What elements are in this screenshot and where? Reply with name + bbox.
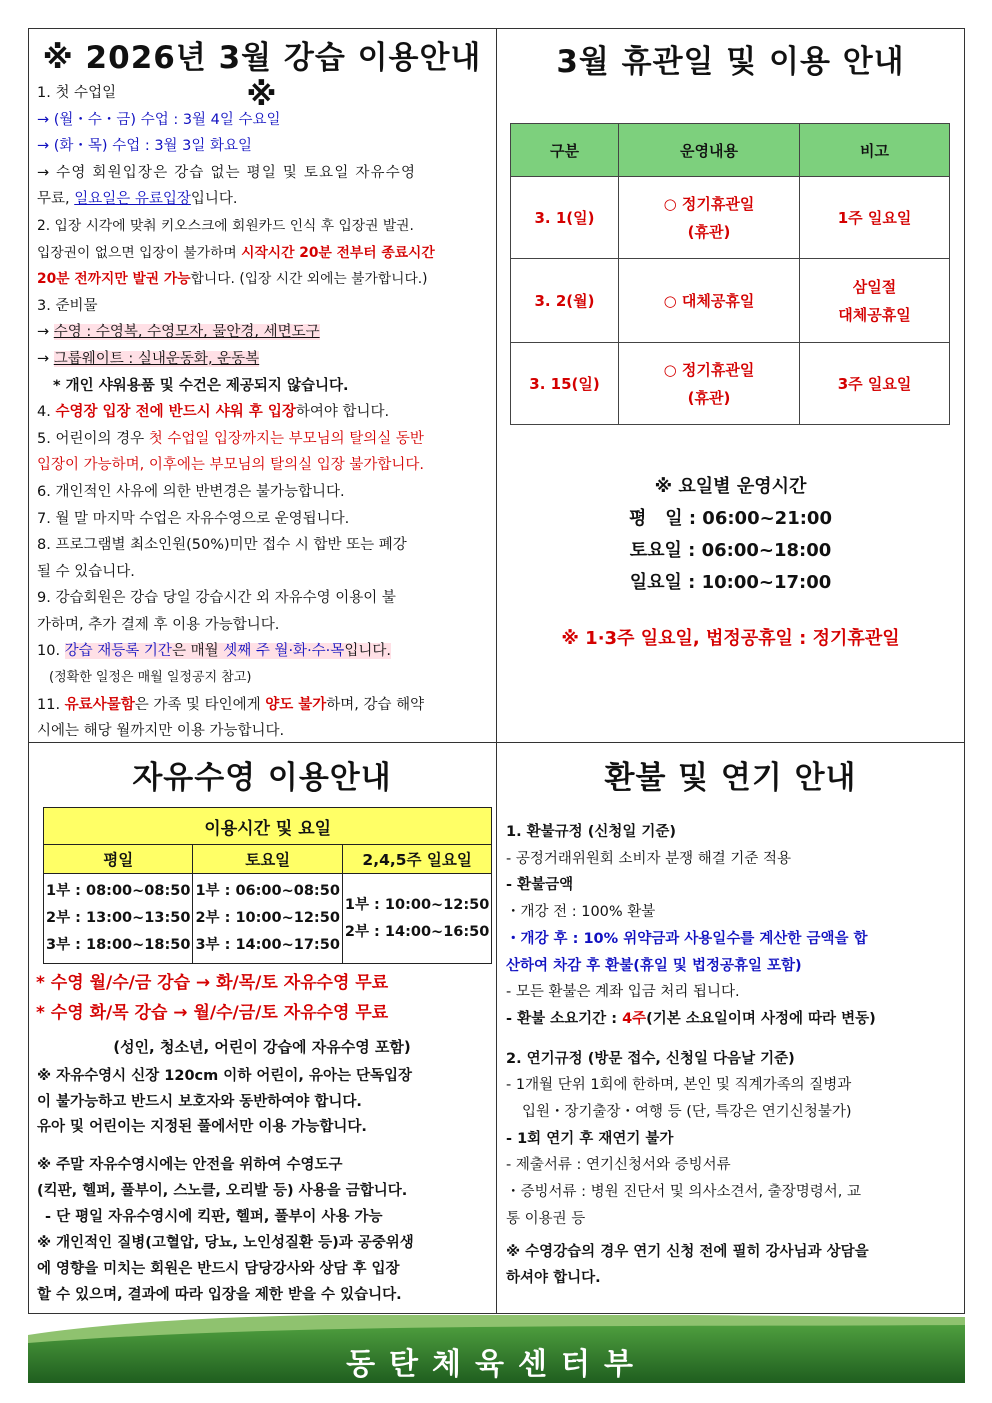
line: (정확한 일정은 매월 일정공지 참고) (49, 670, 252, 686)
line: 4. 수영장 입장 전에 반드시 샤워 후 입장하여야 합니다. (37, 404, 390, 421)
sunday-hours: 일요일 : 10:00~17:00 (629, 572, 832, 593)
row-content: ○ 정기휴관일 (휴관) (619, 343, 800, 425)
line: → 그룹웨이트 : 실내운동화, 운동복 (37, 350, 260, 367)
free-swim-benefits (36, 968, 491, 1028)
note-line: 에 영향을 미치는 회원은 반드시 담당강사와 상담 후 입장 (37, 1261, 400, 1277)
benefit-line: * 수영 월/수/금 강습 → 화/목/토 자유수영 무료 (36, 973, 389, 993)
line: 가하며, 추가 결제 후 이용 가능합니다. (37, 616, 280, 633)
free-swim-table-title: 이용시간 및 요일 (44, 808, 492, 845)
line: 산하여 차감 후 환불(휴일 및 법정공휴일 포함) (506, 957, 802, 974)
line: 9. 강습회원은 강습 당일 강습시간 외 자유수영 이용이 불 (37, 590, 396, 607)
line: 입원・장기출장・여행 등 (단, 특강은 연기신청불가) (522, 1104, 852, 1121)
free-swim-included: (성인, 청소년, 어린이 강습에 자유수영 포함) (113, 1038, 411, 1056)
saturday-sessions: 1부 : 06:00~08:50 2부 : 10:00~12:50 3부 : 14:00~17:50 (193, 874, 342, 964)
line: 3. 준비물 (37, 297, 98, 314)
free-swim-table (43, 807, 492, 964)
note-line: 할 수 있으며, 결과에 따라 입장을 제한 받을 수 있습니다. (37, 1287, 402, 1303)
line: - 환불금액 (506, 877, 574, 894)
line: ※ 수영강습의 경우 연기 신청 전에 필히 강사님과 상담을 (506, 1243, 869, 1260)
lesson-guide-body (37, 80, 492, 745)
line: → 수영 : 수영복, 수영모자, 물안경, 세면도구 (37, 324, 320, 341)
line: → (화・목) 수업 : 3월 3일 화요일 (37, 138, 253, 155)
col-weekday: 평일 (44, 845, 193, 874)
header-content: 운영내용 (619, 124, 800, 177)
row-content: ○ 정기휴관일 (휴관) (619, 177, 800, 259)
line: - 공정거래위원회 소비자 분쟁 해결 기준 적용 (506, 850, 792, 867)
line: 6. 개인적인 사유에 의한 반변경은 불가능합니다. (37, 483, 345, 500)
line: → (월・수・금) 수업 : 3월 4일 수요일 (37, 111, 281, 128)
refund-body (506, 819, 958, 1292)
row-content: ○ 대체공휴일 (619, 259, 800, 343)
header-note: 비고 (800, 124, 950, 177)
footer-center-name: 동탄체육센터부 (346, 1347, 647, 1382)
note-line: ※ 개인적인 질병(고혈압, 당뇨, 노인성질환 등)과 공중위생 (37, 1235, 414, 1251)
sunday-sessions: 1부 : 10:00~12:50 2부 : 14:00~16:50 (342, 874, 491, 964)
line: 입장권이 없으면 입장이 불가하며 시작시간 20분 전부터 종료시간 (37, 244, 435, 261)
line: 될 수 있습니다. (37, 563, 135, 580)
hours-title: ※ 요일별 운영시간 (654, 476, 807, 497)
saturday-hours: 토요일 : 06:00~18:00 (629, 540, 832, 561)
line: 무료, 일요일은 유료입장입니다. (37, 191, 238, 208)
line: ・개강 전 : 100% 환불 (506, 904, 656, 921)
note-line: ※ 주말 자유수영시에는 안전을 위하여 수영도구 (37, 1157, 343, 1173)
line: 11. 유료사물함은 가족 및 타인에게 양도 불가하며, 강습 해약 (37, 696, 425, 713)
line: 5. 어린이의 경우 첫 수업일 입장까지는 부모님의 탈의실 동반 (37, 430, 424, 447)
row-note: 1주 일요일 (800, 177, 950, 259)
line: - 모든 환불은 계좌 입금 처리 됩니다. (506, 984, 740, 1001)
line: → 수영 회원입장은 강습 없는 평일 및 토요일 자유수영 (37, 164, 417, 181)
free-swim-notes-1 (37, 1064, 492, 1141)
note-line: - 단 평일 자유수영시에 킥판, 헬퍼, 풀부이 사용 가능 (45, 1209, 383, 1225)
line: ・개강 후 : 10% 위약금과 사용일수를 계산한 금액을 합 (506, 930, 868, 947)
line: 1. 환불규정 (신청일 기준) (506, 824, 677, 840)
col-sunday: 2,4,5주 일요일 (342, 845, 491, 874)
table-row (511, 259, 950, 343)
weekday-sessions: 1부 : 08:00~08:50 2부 : 13:00~13:50 3부 : 18:00~18:50 (44, 874, 193, 964)
table-row (511, 343, 950, 425)
line: 입장이 가능하며, 이후에는 부모님의 탈의실 입장 불가합니다. (37, 457, 425, 474)
weekday-hours: 평 일 : 06:00~21:00 (629, 508, 832, 529)
line: 8. 프로그램별 최소인원(50%)미만 접수 시 합반 또는 폐강 (37, 537, 407, 554)
row-note: 3주 일요일 (800, 343, 950, 425)
note-line: 이 불가능하고 반드시 보호자와 동반하여야 합니다. (37, 1093, 362, 1110)
line: - 환불 소요기간 : 4주(기본 소요일이며 사정에 따라 변동) (506, 1010, 876, 1027)
closure-note: ※ 1·3주 일요일, 법정공휴일 : 정기휴관일 (561, 628, 900, 649)
line: 20분 전까지만 발권 가능합니다. (입장 시간 외에는 불가합니다.) (37, 271, 428, 288)
refund-title: 환불 및 연기 안내 (604, 760, 857, 796)
line: 10. 강습 재등록 기간은 매월 셋째 주 월·화·수·목입니다. (37, 643, 391, 660)
free-swim-title: 자유수영 이용안내 (132, 760, 392, 796)
closure-table (510, 123, 950, 425)
lesson-guide-title: ※ 2026년 3월 강습 이용안내 ※ (42, 40, 482, 113)
row-note: 삼일절 대체공휴일 (800, 259, 950, 343)
line: 7. 월 말 마지막 수업은 자유수영으로 운영됩니다. (37, 510, 350, 527)
closure-title: 3월 휴관일 및 이용 안내 (556, 44, 905, 80)
note-line: 유아 및 어린이는 지정된 풀에서만 이용 가능합니다. (37, 1119, 367, 1135)
row-date: 3. 15(일) (511, 343, 619, 425)
line: 시에는 해당 월까지만 이용 가능합니다. (37, 723, 285, 740)
benefit-line: * 수영 화/목 강습 → 월/수/금/토 자유수영 무료 (36, 1003, 389, 1023)
line: 하셔야 합니다. (506, 1270, 601, 1287)
note-line: (킥판, 헬퍼, 풀부이, 스노클, 오리발 등) 사용을 금합니다. (37, 1183, 408, 1199)
footer-banner (28, 1315, 965, 1383)
line: - 제출서류 : 연기신청서와 증빙서류 (506, 1157, 731, 1174)
table-row (511, 177, 950, 259)
row-date: 3. 2(월) (511, 259, 619, 343)
line: - 1회 연기 후 재연기 불가 (506, 1130, 674, 1147)
line: 1. 첫 수업일 (37, 85, 117, 101)
row-date: 3. 1(일) (511, 177, 619, 259)
col-saturday: 토요일 (193, 845, 342, 874)
line: ・증빙서류 : 병원 진단서 및 의사소견서, 출장명령서, 교 (506, 1184, 862, 1201)
free-swim-notes-2 (37, 1152, 492, 1308)
line: - 1개월 단위 1회에 한하며, 본인 및 직계가족의 질병과 (506, 1077, 852, 1094)
line: 2. 입장 시각에 맞춰 키오스크에 회원카드 인식 후 입장권 발권. (37, 217, 414, 234)
line: * 개인 샤워용품 및 수건은 제공되지 않습니다. (53, 377, 349, 394)
header-category: 구분 (511, 124, 619, 177)
note-line: ※ 자유수영시 신장 120cm 이하 어린이, 유아는 단독입장 (37, 1068, 413, 1084)
vertical-divider (496, 28, 497, 1314)
line: 2. 연기규정 (방문 접수, 신청일 다음날 기준) (506, 1050, 795, 1067)
line: 통 이용권 등 (506, 1210, 586, 1227)
